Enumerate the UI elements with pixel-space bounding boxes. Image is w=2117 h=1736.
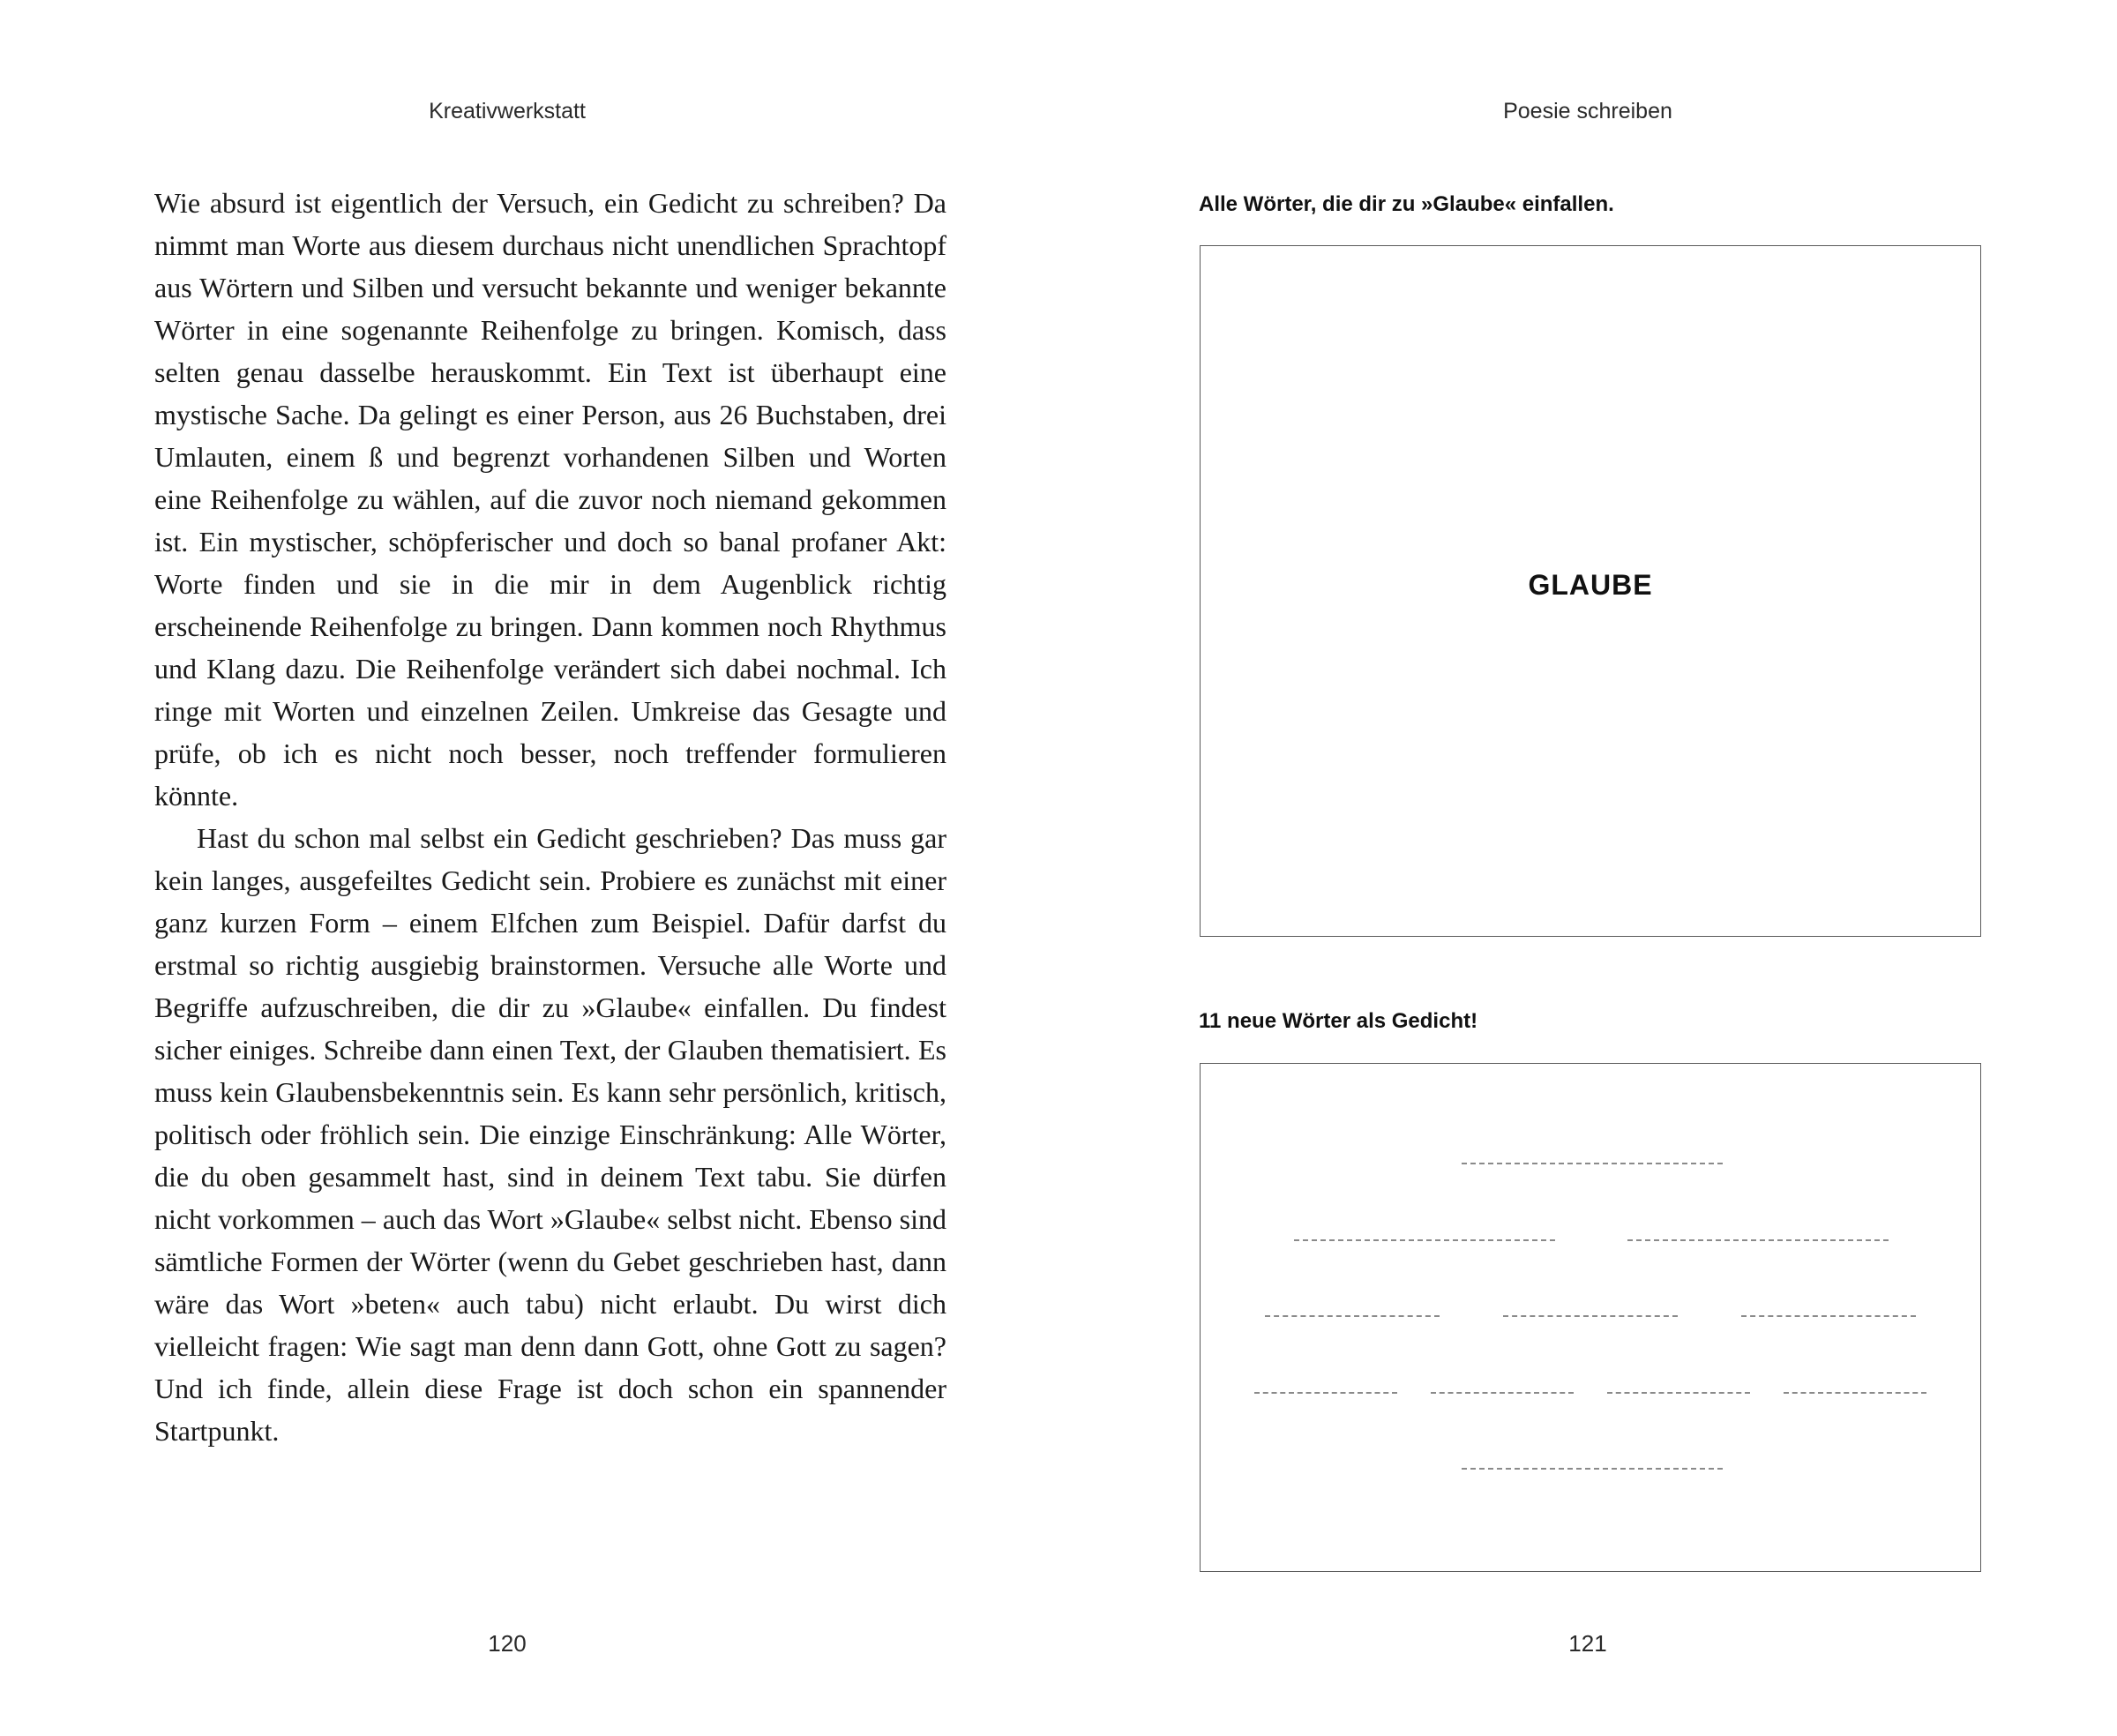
- prompt-word: GLAUBE: [1528, 569, 1653, 601]
- left-page: [0, 0, 1058, 1736]
- brainstorm-heading: Alle Wörter, die dir zu »Glaube« einfallen.: [1199, 192, 1614, 216]
- word-line[interactable]: [1462, 1163, 1723, 1164]
- right-page: [1058, 0, 2117, 1736]
- body-text: [154, 182, 946, 1452]
- running-head-right: Poesie schreiben: [1503, 99, 1672, 123]
- word-line[interactable]: [1431, 1392, 1574, 1394]
- word-line[interactable]: [1627, 1239, 1889, 1241]
- poem-heading: 11 neue Wörter als Gedicht!: [1199, 1009, 1478, 1033]
- paragraph-1: Wie absurd ist eigentlich der Versuch, ein Gedicht zu schreiben? Da nimmt man Worte aus diesem durchaus nicht unendlichen Sprachtopf aus Wörtern und Silben und versucht bekannte und weniger bekannte Wörter in eine sogenannte Reihenfolge zu bringen. Komisch, dass selten genau dasselbe herauskommt. Ein Text ist überhaupt eine mystische Sache. Da gelingt es einer Person, aus 26 Buchstaben, drei Umlauten, einem ß und begrenzt vorhandenen Silben und Worten eine Reihenfolge zu wählen, auf die zuvor noch niemand gekommen ist. Ein mystischer, schöpferischer und doch so banal profaner Akt: Worte finden und sie in die mir in dem Augenblick richtig erscheinende Reihenfolge zu bringen. Dann kommen noch Rhythmus und Klang dazu. Die Reihenfolge verändert sich dabei nochmal. Ich ringe mit Worten und einzelnen Zeilen. Umkreise das Gesagte und prüfe, ob ich es nicht noch besser, noch treffender formulieren könnte.: [154, 187, 946, 812]
- word-line[interactable]: [1741, 1315, 1916, 1317]
- word-line[interactable]: [1607, 1392, 1750, 1394]
- word-line[interactable]: [1503, 1315, 1678, 1317]
- word-line[interactable]: [1294, 1239, 1555, 1241]
- elfchen-box: [1200, 1063, 1981, 1572]
- paragraph-2: Hast du schon mal selbst ein Gedicht geschrieben? Das muss gar kein langes, ausgefeiltes Gedicht sein. Probiere es zunächst mit einer ganz kurzen Form – einem Elfchen zum Beispiel. Dafür darfst du erstmal so richtig ausgiebig brainstormen. Versuche alle Worte und Begriffe aufzuschreiben, die dir zu »Glaube« einfallen. Du findest sicher einiges. Schreibe dann einen Text, der Glauben thematisiert. Es muss kein Glaubensbekenntnis sein. Es kann sehr persönlich, kritisch, politisch oder fröhlich sein. Die einzige Einschränkung: Alle Wörter, die du oben gesammelt hast, sind in deinem Text tabu. Sie dürfen nicht vorkommen – auch das Wort »Glaube« selbst nicht. Ebenso sind sämtliche Formen der Wörter (wenn du Gebet geschrieben hast, dann wäre das Wort »beten« auch tabu) nicht erlaubt. Du wirst dich vielleicht fragen: Wie sagt man denn dann Gott, ohne Gott zu sagen? Und ich finde, allein diese Frage ist doch schon ein spannender Startpunkt.: [154, 822, 946, 1447]
- brainstorm-box[interactable]: [1200, 245, 1981, 937]
- page-number-right: 121: [1568, 1630, 1607, 1657]
- word-line[interactable]: [1265, 1315, 1440, 1317]
- word-line[interactable]: [1462, 1468, 1723, 1470]
- word-line[interactable]: [1784, 1392, 1926, 1394]
- word-line[interactable]: [1254, 1392, 1397, 1394]
- running-head-left: Kreativwerkstatt: [429, 99, 586, 123]
- page-number-left: 120: [488, 1630, 527, 1657]
